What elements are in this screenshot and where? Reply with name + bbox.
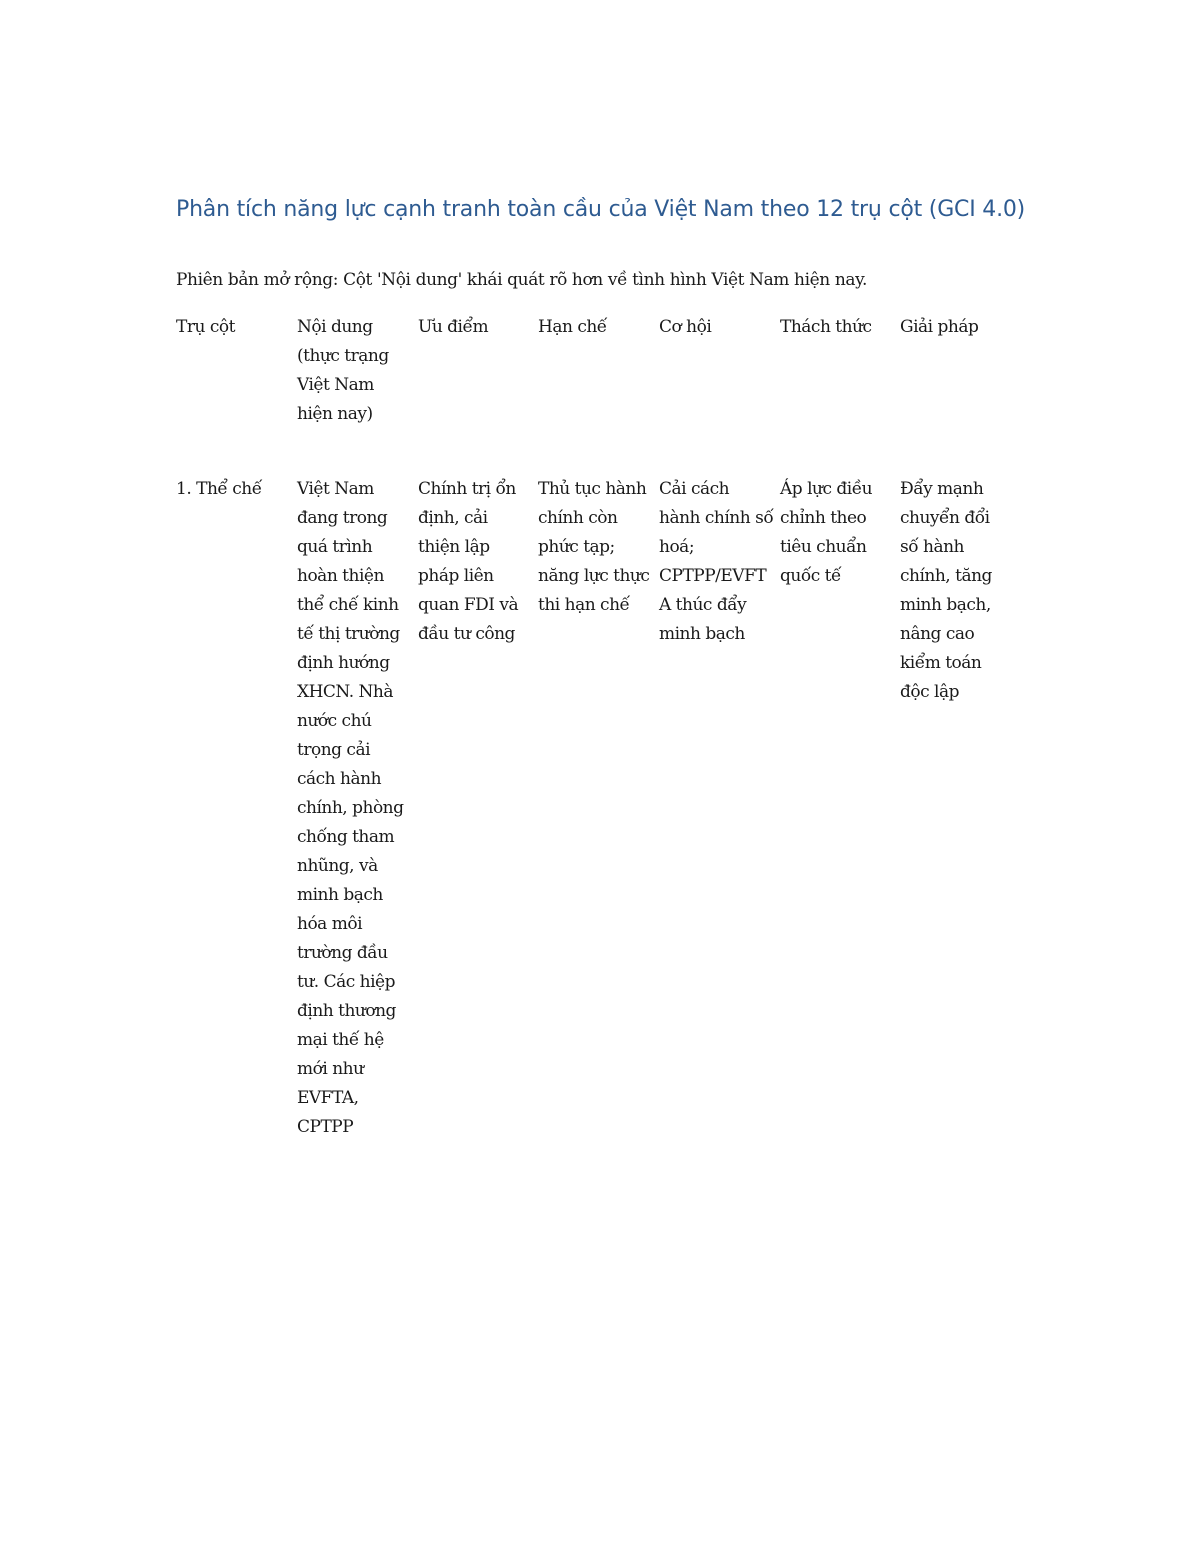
header-thach-thuc: Thách thức xyxy=(780,317,872,337)
table-header-row xyxy=(176,313,1026,475)
header-tru-cot: Trụ cột xyxy=(176,317,235,337)
cell-limitations: Thủ tục hành chính còn phức tạp; năng lực thực thi hạn chế xyxy=(538,479,650,615)
cell-challenges: Áp lực điều chỉnh theo tiêu chuẩn quốc tế xyxy=(780,479,873,586)
cell-solutions: Đẩy mạnh chuyển đổi số hành chính, tăng minh bạch, nâng cao kiểm toán độc lập xyxy=(900,479,992,702)
cell-content: Việt Nam đang trong quá trình hoàn thiện thể chế kinh tế thị trường định hướng XHCN. Nhà nước chú trọng cải cách hành chính, phòng chống tham nhũng, và minh bạch hóa môi trường đầu tư. Các hiệp định thương mại thế hệ mới như EVFTA, CPTPP xyxy=(297,479,404,1137)
document-subtitle: Phiên bản mở rộng: Cột 'Nội dung' khái quát rõ hơn về tình hình Việt Nam hiện nay. xyxy=(176,270,868,290)
cell-opportunities: Cải cách hành chính số hoá; CPTPP/EVFTA thúc đẩy minh bạch xyxy=(659,479,774,644)
header-co-hoi: Cơ hội xyxy=(659,317,712,337)
header-han-che: Hạn chế xyxy=(538,317,607,337)
table-row xyxy=(176,475,1026,1142)
document-title: Phân tích năng lực cạnh tranh toàn cầu của Việt Nam theo 12 trụ cột (GCI 4.0) xyxy=(176,197,1026,222)
cell-strengths: Chính trị ổn định, cải thiện lập pháp liên quan FDI và đầu tư công xyxy=(418,479,519,644)
header-uu-diem: Ưu điểm xyxy=(418,317,489,337)
header-noi-dung: Nội dung (thực trạng Việt Nam hiện nay) xyxy=(297,317,389,424)
header-giai-phap: Giải pháp xyxy=(900,317,979,337)
cell-pillar: 1. Thể chế xyxy=(176,479,262,499)
gci-pillar-table xyxy=(176,313,1026,1142)
